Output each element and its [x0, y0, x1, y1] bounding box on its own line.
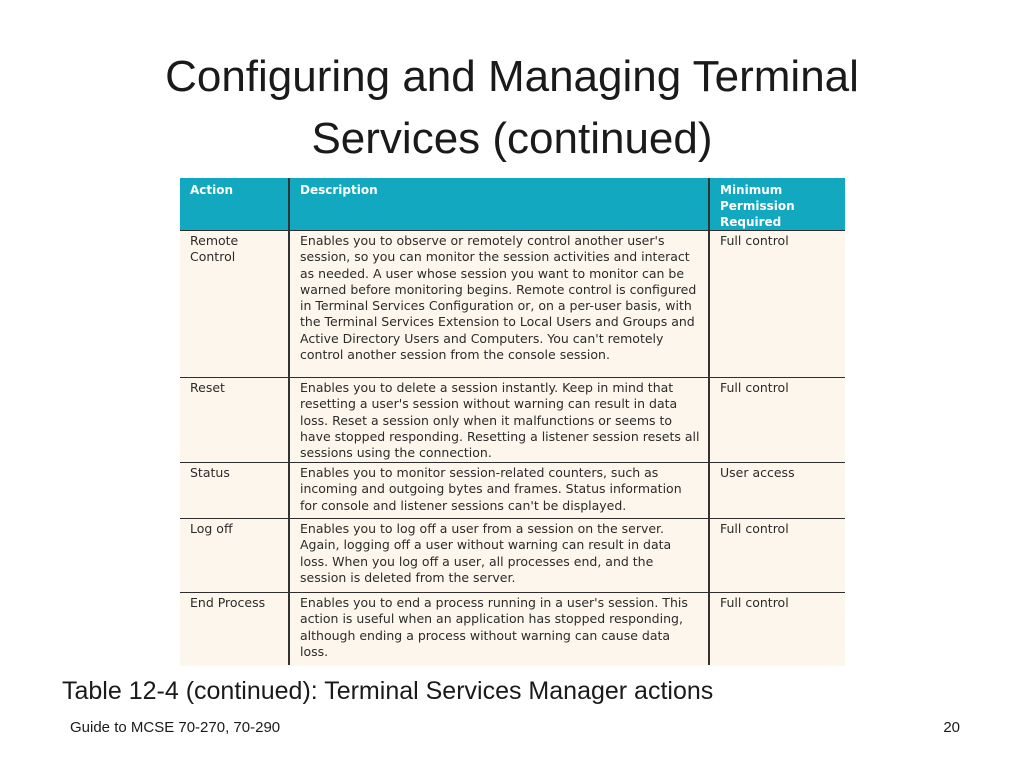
cell-description: Enables you to log off a user from a session on the server. Again, logging off a user without warning can result in data loss. When you log off a user, all processes end, and the session is deleted from the server. [289, 519, 709, 593]
cell-permission: User access [709, 463, 845, 519]
cell-description: Enables you to delete a session instantly. Keep in mind that resetting a user's session without warning can result in data loss. Reset a session only when it malfunctions or seems to have stopped responding. Resetting a listener session resets all sessions using the connection. [289, 378, 709, 463]
table-caption: Table 12-4 (continued): Terminal Services Manager actions [62, 677, 714, 705]
cell-description: Enables you to monitor session-related counters, such as incoming and outgoing bytes and frames. Status information for console and listener sessions can't be displayed. [289, 463, 709, 519]
cell-action: Status [180, 463, 289, 519]
table-row [180, 463, 845, 519]
cell-permission: Full control [709, 519, 845, 593]
cell-action: Log off [180, 519, 289, 593]
cell-permission: Full control [709, 593, 845, 665]
table-row [180, 378, 845, 463]
cell-permission: Full control [709, 378, 845, 463]
actions-table [180, 178, 845, 665]
table-row [180, 519, 845, 593]
cell-action: Reset [180, 378, 289, 463]
cell-action: End Process [180, 593, 289, 665]
table-row [180, 231, 845, 378]
cell-action: Remote Control [180, 231, 289, 378]
cell-description: Enables you to observe or remotely control another user's session, so you can monitor the session activities and interact as needed. A user whose session you want to monitor can be warned before monitoring begins. Remote control is configured in Terminal Services Configuration or, on a per-user basis, with the Terminal Services Extension to Local Users and Groups and Active Directory Users and Computers. You can't remotely control another session from the console session. [289, 231, 709, 378]
slide-title-line-2: Services (continued) [311, 114, 713, 163]
header-description: Description [289, 178, 709, 231]
table-row [180, 593, 845, 665]
actions-table-container [180, 178, 845, 666]
slide-title [0, 46, 1024, 170]
header-permission: Minimum Permission Required [709, 178, 845, 231]
table-header-row [180, 178, 845, 231]
cell-permission: Full control [709, 231, 845, 378]
footer-course-title: Guide to MCSE 70-270, 70-290 [70, 719, 281, 736]
page-number: 20 [943, 719, 960, 736]
cell-description: Enables you to end a process running in a user's session. This action is useful when an application has stopped responding, although ending a process without warning can cause data loss. [289, 593, 709, 665]
slide-title-line-1: Configuring and Managing Terminal [165, 52, 859, 101]
header-action: Action [180, 178, 289, 231]
